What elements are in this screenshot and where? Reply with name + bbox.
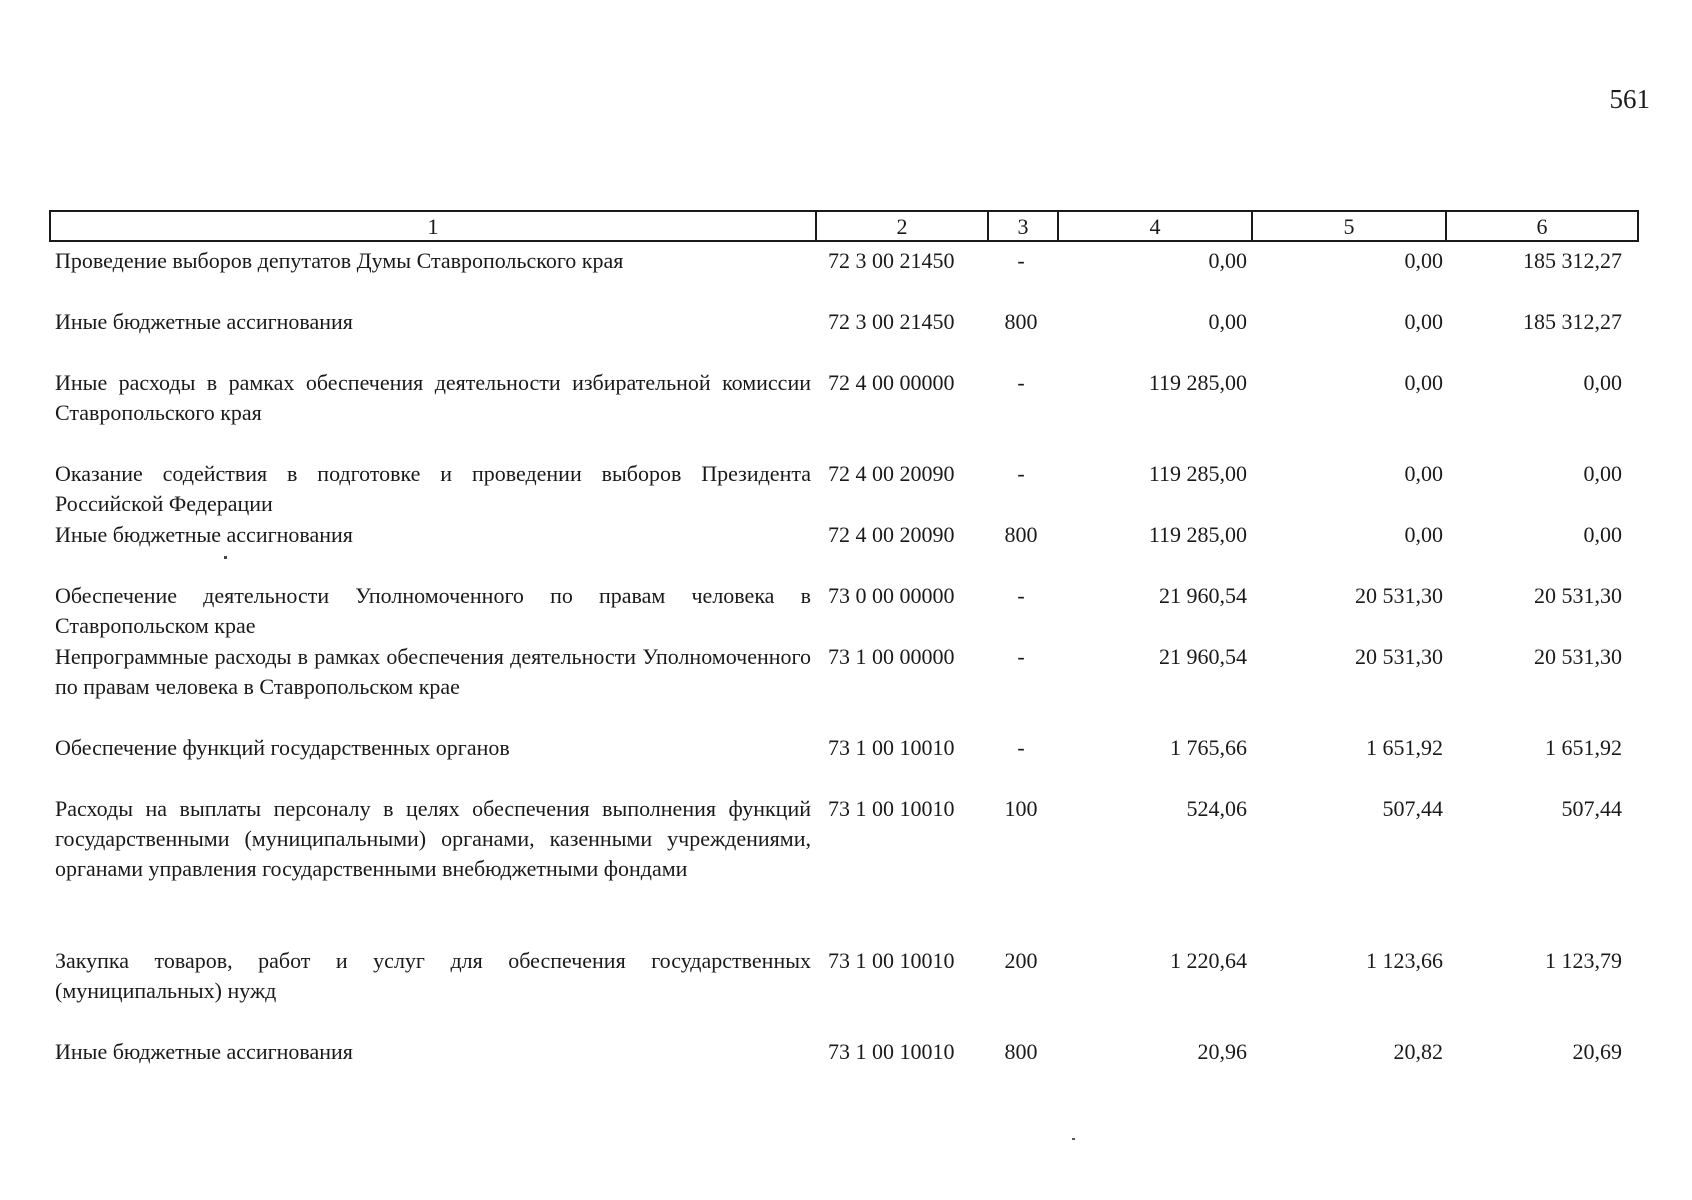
header-col-3: 3	[988, 211, 1058, 241]
row-value-col4: 20,96	[1197, 1039, 1247, 1064]
row-value-col5: 0,00	[1404, 370, 1443, 395]
row-expense-type: -	[1017, 735, 1025, 760]
row-value-col4: 0,00	[1208, 248, 1247, 273]
row-value-col6: 20,69	[1572, 1039, 1622, 1064]
header-col-4: 4	[1058, 211, 1252, 241]
row-expense-type: 100	[1004, 796, 1038, 821]
row-code: 73 1 00 10010	[828, 1039, 955, 1064]
row-name: Иные бюджетные ассигнования	[55, 522, 353, 547]
row-value-col6: 0,00	[1583, 370, 1622, 395]
row-name: Иные бюджетные ассигнования	[55, 309, 353, 334]
row-name: Расходы на выплаты персоналу в целях обеспечения выполнения функций государственными (муниципальными) органами, казенными учреждениями, органами управления государственными внебюджетными фондами	[55, 796, 811, 881]
row-name: Оказание содействия в подготовке и проведении выборов Президента Российской Федерации	[55, 461, 811, 516]
row-value-col5: 20,82	[1393, 1039, 1443, 1064]
row-value-col4: 21 960,54	[1159, 644, 1247, 669]
row-value-col4: 1 765,66	[1170, 735, 1247, 760]
header-col-5: 5	[1252, 211, 1446, 241]
row-code: 72 3 00 21450	[828, 309, 955, 334]
row-code: 73 1 00 00000	[828, 644, 955, 669]
row-value-col5: 507,44	[1382, 796, 1443, 821]
row-value-col6: 20 531,30	[1534, 583, 1622, 608]
row-name: Закупка товаров, работ и услуг для обеспечения государственных (муниципальных) нужд	[55, 948, 811, 1003]
row-value-col4: 119 285,00	[1148, 461, 1247, 486]
row-code: 72 4 00 20090	[828, 461, 955, 486]
row-name: Обеспечение деятельности Уполномоченного по правам человека в Ставропольском крае	[55, 583, 811, 638]
page-number: 561	[1609, 84, 1650, 114]
row-code: 72 3 00 21450	[828, 248, 955, 273]
row-value-col5: 1 123,66	[1366, 948, 1443, 973]
row-value-col6: 0,00	[1583, 461, 1622, 486]
row-code: 73 1 00 10010	[828, 796, 955, 821]
row-value-col6: 185 312,27	[1523, 309, 1622, 334]
row-value-col5: 20 531,30	[1355, 583, 1443, 608]
row-name: Проведение выборов депутатов Думы Ставропольского края	[55, 248, 624, 273]
row-value-col4: 1 220,64	[1170, 948, 1247, 973]
row-expense-type: 800	[1004, 1039, 1038, 1064]
row-value-col4: 119 285,00	[1148, 370, 1247, 395]
row-value-col6: 0,00	[1583, 522, 1622, 547]
row-value-col5: 20 531,30	[1355, 644, 1443, 669]
header-col-6: 6	[1446, 211, 1638, 241]
row-name: Обеспечение функций государственных органов	[55, 735, 510, 760]
row-code: 72 4 00 00000	[828, 370, 955, 395]
row-code: 73 1 00 10010	[828, 948, 955, 973]
row-value-col5: 0,00	[1404, 522, 1443, 547]
row-code: 73 1 00 10010	[828, 735, 955, 760]
row-expense-type: -	[1017, 248, 1025, 273]
row-value-col6: 1 651,92	[1545, 735, 1622, 760]
row-value-col6: 20 531,30	[1534, 644, 1622, 669]
row-value-col4: 524,06	[1186, 796, 1247, 821]
row-expense-type: -	[1017, 583, 1025, 608]
row-expense-type: -	[1017, 370, 1025, 395]
scan-speck	[1072, 1138, 1075, 1140]
row-expense-type: 800	[1004, 309, 1038, 334]
row-value-col5: 0,00	[1404, 461, 1443, 486]
row-name: Непрограммные расходы в рамках обеспечения деятельности Уполномоченного по правам человека в Ставропольском крае	[55, 644, 811, 699]
row-code: 72 4 00 20090	[828, 522, 955, 547]
row-value-col4: 21 960,54	[1159, 583, 1247, 608]
row-expense-type: -	[1017, 461, 1025, 486]
column-number-header	[49, 210, 1639, 242]
header-col-1: 1	[50, 211, 816, 241]
row-value-col4: 119 285,00	[1148, 522, 1247, 547]
row-expense-type: 200	[1004, 948, 1038, 973]
row-value-col6: 507,44	[1561, 796, 1622, 821]
header-col-2: 2	[816, 211, 988, 241]
scan-speck	[224, 556, 227, 559]
row-value-col5: 0,00	[1404, 309, 1443, 334]
row-value-col5: 0,00	[1404, 248, 1443, 273]
row-value-col5: 1 651,92	[1366, 735, 1443, 760]
row-expense-type: 800	[1004, 522, 1038, 547]
row-value-col6: 185 312,27	[1523, 248, 1622, 273]
row-value-col4: 0,00	[1208, 309, 1247, 334]
row-name: Иные расходы в рамках обеспечения деятельности избирательной комиссии Ставропольского края	[55, 370, 811, 425]
row-name: Иные бюджетные ассигнования	[55, 1039, 353, 1064]
row-expense-type: -	[1017, 644, 1025, 669]
row-code: 73 0 00 00000	[828, 583, 955, 608]
row-value-col6: 1 123,79	[1545, 948, 1622, 973]
